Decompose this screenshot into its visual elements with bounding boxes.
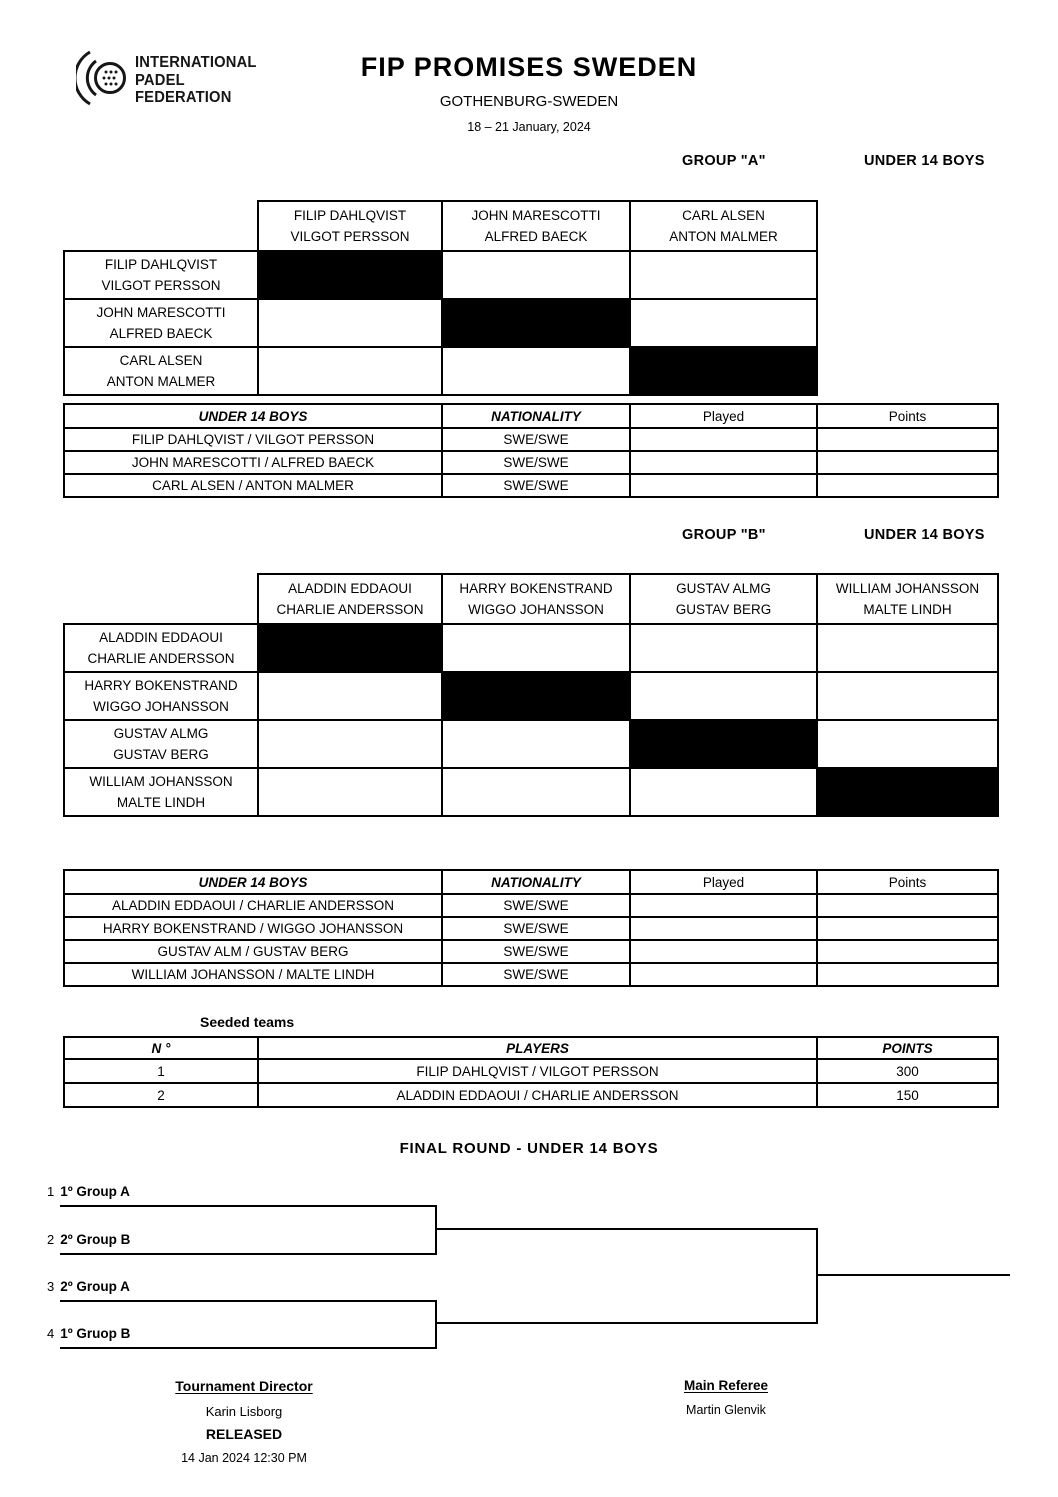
release-timestamp: 14 Jan 2024 12:30 PM [181,1451,307,1465]
team-name-line: FILIP DAHLQVIST [104,257,218,272]
grid-corner-cell [64,201,258,251]
team-name-line: GUSTAV ALMG [676,581,771,596]
standings-team-cell: WILLIAM JOHANSSON / MALTE LINDH [64,963,442,986]
standings-row [64,474,998,497]
seeded-row [64,1083,998,1107]
team-name-line: WIGGO JOHANSSON [93,699,229,714]
match-result-cell [258,299,442,347]
group-b-standings [63,869,999,987]
seeded-points-cell: 300 [817,1059,998,1083]
team-row-header [64,768,258,816]
team-column-header [258,201,442,251]
team-row-header [64,347,258,395]
bracket-slot-1 [47,1184,130,1199]
bracket-line [60,1347,437,1349]
standings-played-cell [630,428,817,451]
seeded-teams-label: Seeded teams [200,1014,295,1030]
tournament-director-block [168,1378,320,1465]
standings-played-cell [630,963,817,986]
team-name-line: CARL ALSEN [119,353,203,368]
team-column-header [258,574,442,624]
bracket-slot-3 [47,1279,130,1294]
standings-nationality-header: NATIONALITY [442,404,630,428]
standings-team-cell: GUSTAV ALM / GUSTAV BERG [64,940,442,963]
tournament-location: GOTHENBURG-SWEDEN [439,93,619,110]
release-status: RELEASED [205,1426,283,1442]
group-a-standings [63,403,999,498]
slot-name: 1º Group A [60,1184,130,1199]
standings-points-cell [817,963,998,986]
group-b-label: GROUP "B" [682,527,766,543]
slot-number: 2 [47,1232,55,1247]
standings-team-cell: ALADDIN EDDAOUI / CHARLIE ANDERSSON [64,894,442,917]
match-result-cell [442,720,630,768]
seeded-number-cell: 2 [64,1083,258,1107]
standings-points-cell [817,474,998,497]
standings-points-header: Points [817,404,998,428]
standings-row [64,940,998,963]
standings-team-cell: CARL ALSEN / ANTON MALMER [64,474,442,497]
match-result-cell [630,768,817,816]
match-result-cell [630,299,817,347]
standings-points-header: Points [817,870,998,894]
grid-corner-cell [64,574,258,624]
team-name-line: VILGOT PERSSON [101,278,221,293]
team-name-line: ANTON MALMER [106,374,216,389]
bracket-semifinal-line [435,1322,818,1324]
standings-team-header: UNDER 14 BOYS [64,404,442,428]
tournament-director-name: Karin Lisborg [205,1404,283,1419]
logo-text-line: INTERNATIONAL [135,54,257,72]
group-b-grid [63,573,999,817]
standings-nationality-cell: SWE/SWE [442,917,630,940]
standings-row [64,917,998,940]
standings-points-cell [817,451,998,474]
team-column-header [630,574,817,624]
standings-team-cell: JOHN MARESCOTTI / ALFRED BAECK [64,451,442,474]
team-name-line: ALADDIN EDDAOUI [99,630,223,645]
seeded-players-cell: FILIP DAHLQVIST / VILGOT PERSSON [258,1059,817,1083]
standings-team-cell: FILIP DAHLQVIST / VILGOT PERSSON [64,428,442,451]
seeded-points-cell: 150 [817,1083,998,1107]
standings-played-cell [630,894,817,917]
standings-nationality-cell: SWE/SWE [442,940,630,963]
standings-points-cell [817,917,998,940]
team-name-line: MALTE LINDH [116,795,206,810]
team-name-line: ANTON MALMER [669,229,778,244]
seeded-number-header: N ° [64,1037,258,1059]
standings-row [64,894,998,917]
team-name-line: WILLIAM JOHANSSON [835,581,980,596]
slot-name: 1º Gruop B [60,1326,131,1341]
slot-number: 3 [47,1279,55,1294]
standings-played-cell [630,451,817,474]
group-a-category: UNDER 14 BOYS [864,153,985,169]
team-name-line: GUSTAV BERG [113,747,209,762]
team-name-line: WILLIAM JOHANSSON [89,774,233,789]
diagonal-cell [630,347,817,395]
standings-played-cell [630,940,817,963]
seeded-points-header: POINTS [817,1037,998,1059]
slot-number: 1 [47,1184,55,1199]
slot-name: 2º Group A [60,1279,130,1294]
team-name-line: FILIP DAHLQVIST [293,208,407,223]
team-name-line: VILGOT PERSSON [290,229,410,244]
bracket-slot-4 [47,1326,130,1341]
team-name-line: ALFRED BAECK [109,326,213,341]
bracket-connector [435,1205,437,1255]
standings-played-header: Played [630,870,817,894]
diagonal-cell [817,768,998,816]
team-name-line: CHARLIE ANDERSSON [276,602,424,617]
bracket-slot-2 [47,1232,130,1247]
match-result-cell [817,720,998,768]
match-result-cell [442,347,630,395]
team-column-header [630,201,817,251]
team-column-header [442,574,630,624]
slot-name: 2º Group B [60,1232,131,1247]
match-result-cell [442,768,630,816]
standings-nationality-cell: SWE/SWE [442,963,630,986]
logo-text-line: FEDERATION [135,89,232,107]
bracket-line [60,1253,437,1255]
bracket-final-line [816,1274,1010,1276]
team-name-line: WIGGO JOHANSSON [468,602,604,617]
diagonal-cell [442,672,630,720]
logo-text-line: PADEL [135,71,185,89]
team-row-header [64,251,258,299]
standings-played-cell [630,917,817,940]
diagonal-cell [442,299,630,347]
match-result-cell [442,251,630,299]
main-referee-label: Main Referee [683,1378,769,1393]
standings-points-cell [817,940,998,963]
standings-team-cell: HARRY BOKENSTRAND / WIGGO JOHANSSON [64,917,442,940]
standings-nationality-header: NATIONALITY [442,870,630,894]
match-result-cell [258,347,442,395]
group-a-grid [63,200,818,396]
team-name-line: JOHN MARESCOTTI [96,305,226,320]
team-name-line: JOHN MARESCOTTI [471,208,601,223]
match-result-cell [258,672,442,720]
main-referee-block [650,1378,802,1417]
standings-points-cell [817,894,998,917]
team-name-line: CHARLIE ANDERSSON [87,651,235,666]
standings-row [64,451,998,474]
match-result-cell [817,672,998,720]
standings-nationality-cell: SWE/SWE [442,474,630,497]
standings-points-cell [817,428,998,451]
team-name-line: GUSTAV ALMG [113,726,209,741]
seeded-teams-table [63,1036,999,1108]
bracket-line [60,1205,437,1207]
standings-row [64,428,998,451]
diagonal-cell [258,624,442,672]
group-b-category: UNDER 14 BOYS [864,527,985,543]
group-a-label: GROUP "A" [682,153,766,169]
bracket-line [60,1300,437,1302]
team-row-header [64,624,258,672]
standings-nationality-cell: SWE/SWE [442,894,630,917]
team-column-header [442,201,630,251]
bracket-connector [435,1300,437,1349]
match-result-cell [258,720,442,768]
match-result-cell [630,251,817,299]
diagonal-cell [258,251,442,299]
team-column-header [817,574,998,624]
team-name-line: HARRY BOKENSTRAND [84,678,238,693]
match-result-cell [258,768,442,816]
seeded-players-cell: ALADDIN EDDAOUI / CHARLIE ANDERSSON [258,1083,817,1107]
team-name-line: GUSTAV BERG [675,602,772,617]
match-result-cell [442,624,630,672]
team-name-line: ALFRED BAECK [484,229,588,244]
standings-played-cell [630,474,817,497]
standings-team-header: UNDER 14 BOYS [64,870,442,894]
standings-played-header: Played [630,404,817,428]
bracket-semifinal-line [435,1228,818,1230]
team-name-line: HARRY BOKENSTRAND [459,581,613,596]
seeded-players-header: PLAYERS [258,1037,817,1059]
match-result-cell [817,624,998,672]
match-result-cell [630,624,817,672]
tournament-title: FIP PROMISES SWEDEN [360,52,698,82]
bracket-connector [816,1228,818,1324]
slot-number: 4 [47,1326,55,1341]
team-row-header [64,720,258,768]
team-name-line: ALADDIN EDDAOUI [288,581,412,596]
team-row-header [64,672,258,720]
standings-nationality-cell: SWE/SWE [442,451,630,474]
diagonal-cell [630,720,817,768]
match-result-cell [630,672,817,720]
seeded-row [64,1059,998,1083]
tournament-dates: 18 – 21 January, 2024 [467,120,591,134]
team-name-line: CARL ALSEN [682,208,765,223]
seeded-number-cell: 1 [64,1059,258,1083]
standings-nationality-cell: SWE/SWE [442,428,630,451]
tournament-director-label: Tournament Director [175,1378,313,1394]
main-referee-name: Martin Glenvik [686,1403,766,1417]
standings-row [64,963,998,986]
team-name-line: MALTE LINDH [863,602,952,617]
team-row-header [64,299,258,347]
final-round-title: FINAL ROUND - UNDER 14 BOYS [399,1140,659,1157]
